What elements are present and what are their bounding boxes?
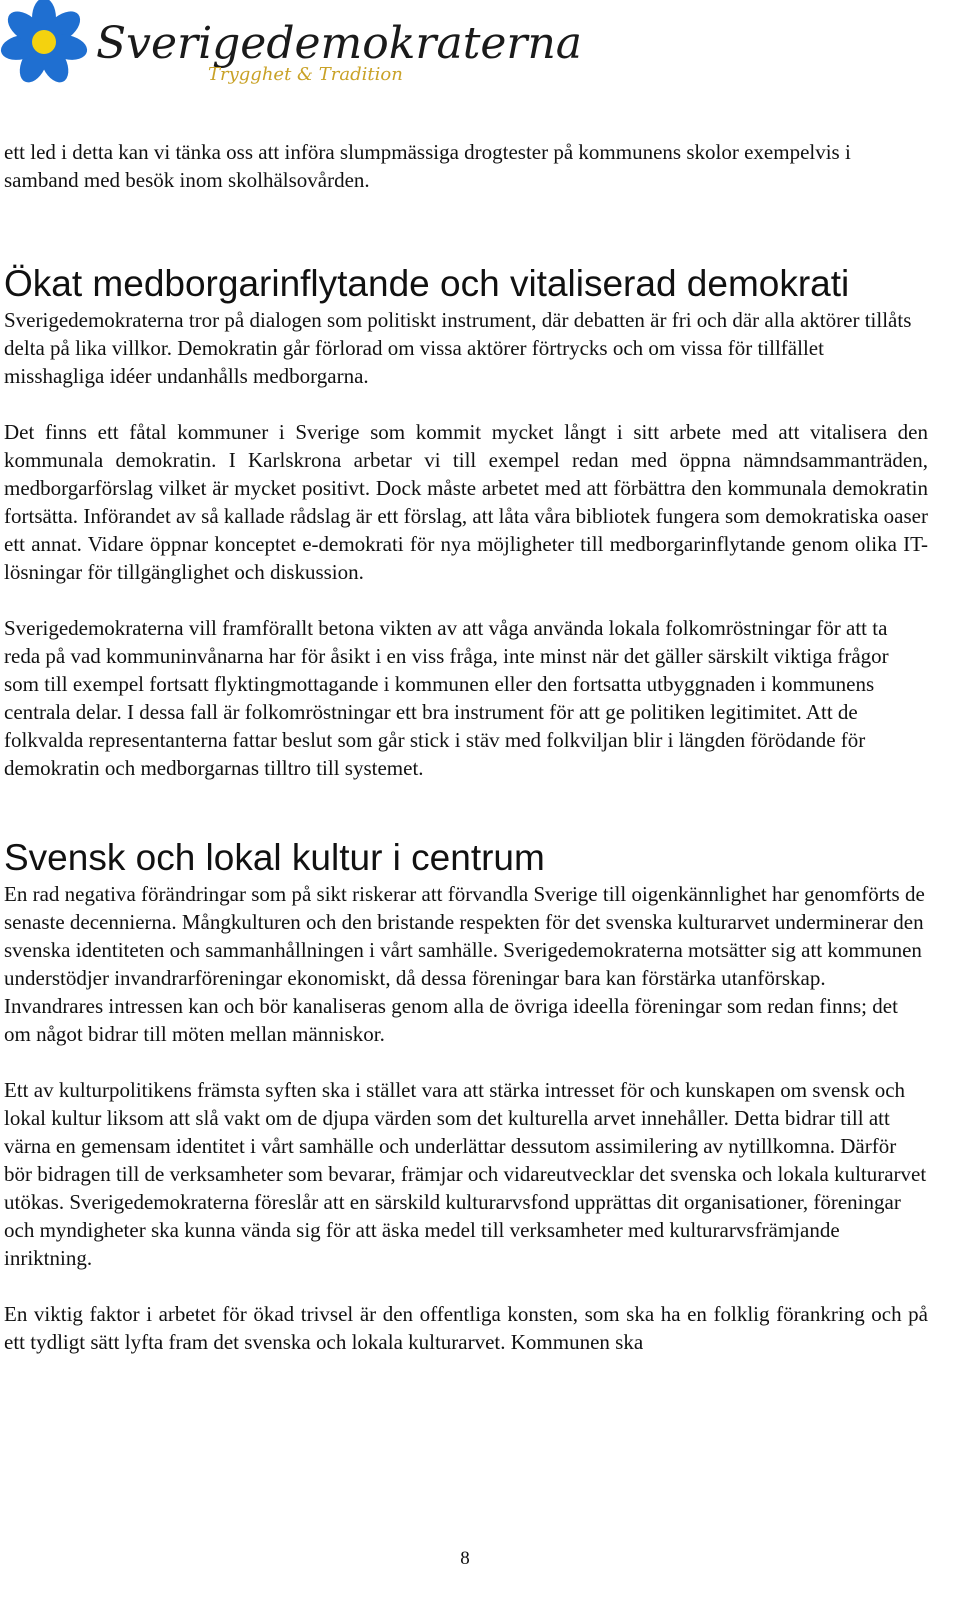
democracy-paragraph-3: Sverigedemokraterna vill framförallt betona vikten av att våga använda lokala folkomröstningar för att ta reda på vad kommuninvånarna har för åsikt i en viss fråga, inte minst när det gäller särskilt viktiga frågor som till exempel fortsatt flyktingmottagande i kommunen eller den fortsatta utbyggnaden i kommunens centrala delar. I dessa fall är folkomröstningar ett bra instrument för att ge politiken legitimitet. Att de folkvalda representanterna fattar beslut som går stick i stäv med folkviljan blir i längden förödande för demokratin och medborgarnas tilltro till systemet. [4,616,889,780]
intro-paragraph: ett led i detta kan vi tänka oss att införa slumpmässiga drogtester på kommunens skolor exempelvis i samband med besök inom skolhälsovården. [4,140,851,192]
logo-tagline: Trygghet & Tradition [208,64,403,85]
section-title-democracy: Ökat medborgarinflytande och vitaliserad demokrati [4,263,850,304]
culture-paragraph-3: En viktig faktor i arbetet för ökad trivsel är den offentliga konsten, som ska ha en folklig förankring och på ett tydligt sätt lyfta fram det svenska och lokala kulturarvet. Kommunen ska [4,1302,928,1354]
party-logo [2,0,583,100]
culture-paragraph-2: Ett av kulturpolitikens främsta syften ska i stället vara att stärka intresset för och kunskapen om svensk och lokal kultur liksom att slå vakt om de djupa värden som det kulturella arvet innehåller. Detta bidrar till att värna en gemensam identitet i vårt samhälle och underlättar dessutom assimilering av nytillkomna. Därför bör bidragen till de verksamheter som bevarar, främjar och vidareutvecklar det svenska och lokala kulturarvet utökas. Sverigedemokraterna föreslår att en särskild kulturarvsfond upprättas dit organisationer, föreningar och myndigheter ska kunna vända sig för att äska medel till verksamheter med kulturarvsfrämjande inriktning. [4,1078,927,1270]
document-body [4,138,928,1356]
democracy-paragraph-1: Sverigedemokraterna tror på dialogen som politiskt instrument, där debatten är fri och där alla aktörer tillåts delta på lika villkor. Demokratin går förlorad om vissa aktörer förtrycks och om vissa för tillfället misshagliga idéer undanhålls medborgarna. [4,308,912,388]
logo-name: Sverigedemokraterna [96,18,583,69]
page-number: 8 [460,1548,470,1569]
blue-flower-icon [2,0,583,100]
section-title-culture: Svensk och lokal kultur i centrum [4,837,545,878]
culture-paragraph-1: En rad negativa förändringar som på sikt riskerar att förvandla Sverige till oigenkännlighet har genomförts de senaste decennierna. Mångkulturen och den bristande respekten för det svenska kulturarvet underminerar den svenska identiteten och sammanhållningen i vårt samhälle. Sverigedemokraterna motsätter sig att kommunen understödjer invandrarföreningar ekonomiskt, då dessa föreningar bara kan förstärka utanförskap. Invandrares intressen kan och bör kanaliseras genom alla de övriga ideella föreningar som redan finns; det om något bidrar till möten mellan människor. [4,882,925,1046]
democracy-paragraph-2: Det finns ett fåtal kommuner i Sverige som kommit mycket långt i sitt arbete med att vitalisera den kommunala demokratin. I Karlskrona arbetar vi till exempel redan med öppna nämndsammanträden, medborgarförslag vilket är mycket positivt. Dock måste arbetet med att förbättra den kommunala demokratin fortsätta. Införandet av så kallade rådslag är ett förslag, att låta våra bibliotek fungera som demokratiska oaser ett annat. Vidare öppnar konceptet e-demokrati för nya möjligheter till medborgarinflytande genom olika IT-lösningar för tillgänglighet och diskussion. [4,420,928,584]
